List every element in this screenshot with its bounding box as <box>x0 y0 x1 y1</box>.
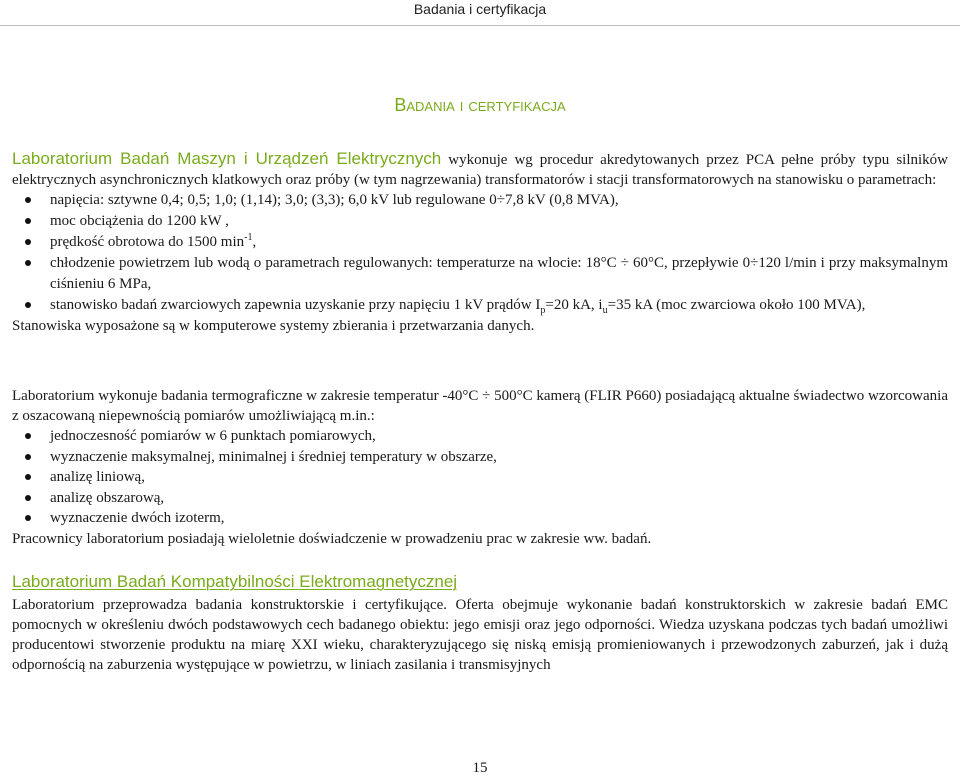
list-item-text-mid: =20 kA, i <box>545 296 603 313</box>
list-item-text: stanowisko badań zwarciowych zapewnia uzyskanie przy napięciu 1 kV prądów I <box>50 296 541 313</box>
list-item-text: prędkość obrotowa do 1500 min <box>50 234 245 250</box>
section-emc-lab <box>12 570 948 675</box>
list-item-text: jednoczesność pomiarów w 6 punktach pomiarowych, <box>50 428 376 444</box>
subscript: u <box>602 304 608 316</box>
bullet-icon <box>25 515 31 521</box>
list-item-text: wyznaczenie dwóch izoterm, <box>50 510 225 526</box>
parameters-list <box>12 190 948 315</box>
section-electrical-machines-lab <box>12 149 948 336</box>
emc-lab-text: Laboratorium przeprowadza badania konstruktorskie i certyfikujące. Oferta obejmuje wykonanie badań konstruktorskich w zakresie badań EMC pomocnych w określeniu dwóch podstawowych cech badanego obiektu: jego emisji oraz jego odporności. Wiedza uzyskana podczas tych badań umożliwi producentowi stworzenie produktu na miarę XXI wieku, charakteryzującego się niską emisją promieniowanych i przewodzonych zaburzeń, jak i dużą odpornością na zaburzenia występujące w powietrzu, w liniach zasilania i transmisyjnych <box>12 597 948 673</box>
subscript: p <box>540 304 546 316</box>
thermography-list <box>12 426 948 529</box>
page-title: Badania i certyfikacja <box>394 95 566 115</box>
page-number: 15 <box>472 760 488 776</box>
bullet-icon <box>25 433 31 439</box>
list-item <box>12 253 948 294</box>
list-item-text-end: =35 kA (moc zwarciowa około 100 MVA), <box>607 296 866 313</box>
list-item <box>12 508 948 529</box>
list-item <box>12 467 948 488</box>
section1-intro <box>12 149 948 190</box>
list-item-text: moc obciążenia do 1200 kW , <box>50 213 229 229</box>
list-item <box>12 488 948 509</box>
list-item-text: analizę obszarową, <box>50 489 165 506</box>
list-item-text-end: , <box>252 234 257 250</box>
list-item <box>12 232 948 253</box>
list-item <box>12 295 948 316</box>
list-item-text: wyznaczenie maksymalnej, minimalnej i średniej temperatury w obszarze, <box>50 448 497 465</box>
bullet-icon <box>25 454 31 460</box>
list-item-text: analizę liniową, <box>50 469 145 485</box>
header-divider <box>0 25 960 26</box>
section-thermography <box>12 386 948 549</box>
list-item <box>12 211 948 232</box>
lab-name-heading: Laboratorium Badań Maszyn i Urządzeń Elektrycznych <box>12 149 442 168</box>
running-header-title: Badania i certyfikacja <box>413 1 547 17</box>
section2-intro: Laboratorium wykonuje badania termograficzne w zakresie temperatur -40°C ÷ 500°C kamerą (FLIR P660) posiadającą aktualne świadectwo wzorcowania z oszacowaną niepewnością pomiarów umożliwiającą m.in.: <box>12 388 948 424</box>
bullet-icon <box>25 302 31 308</box>
list-item <box>12 426 948 447</box>
list-item-text: chłodzenie powietrzem lub wodą o parametrach regulowanych: temperaturze na wlocie: 18°C ÷ 60°C, przepływie 0÷120 l/min i przy maksymalnym ciśnieniu 6 MPa, <box>50 255 948 292</box>
section2-closing: Pracownicy laboratorium posiadają wieloletnie doświadczenie w prowadzeniu prac w zakresie ww. badań. <box>12 530 652 547</box>
list-item <box>12 447 948 468</box>
bullet-icon <box>25 260 31 266</box>
emc-lab-heading: Laboratorium Badań Kompatybilności Elektromagnetycznej <box>12 572 458 591</box>
bullet-icon <box>25 495 31 501</box>
bullet-icon <box>25 239 31 245</box>
section1-intro-text: wykonuje wg procedur akredytowanych przez PCA pełne próby typu silników elektrycznych asynchronicznych klatkowych oraz próby (w tym nagrzewania) transformatorów i stacji transformatorowych na stanowisku o parametrach: <box>12 152 948 188</box>
bullet-icon <box>25 218 31 224</box>
running-header <box>0 0 960 27</box>
list-item <box>12 190 948 211</box>
section1-closing: Stanowiska wyposażone są w komputerowe systemy zbierania i przetwarzania danych. <box>12 317 535 334</box>
bullet-icon <box>25 474 31 480</box>
bullet-icon <box>25 197 31 203</box>
list-item-text: napięcia: sztywne 0,4; 0,5; 1,0; (1,14); 3,0; (3,3); 6,0 kV lub regulowane 0÷7,8 kV (0,8 MVA), <box>50 192 619 208</box>
superscript: -1 <box>244 232 253 243</box>
